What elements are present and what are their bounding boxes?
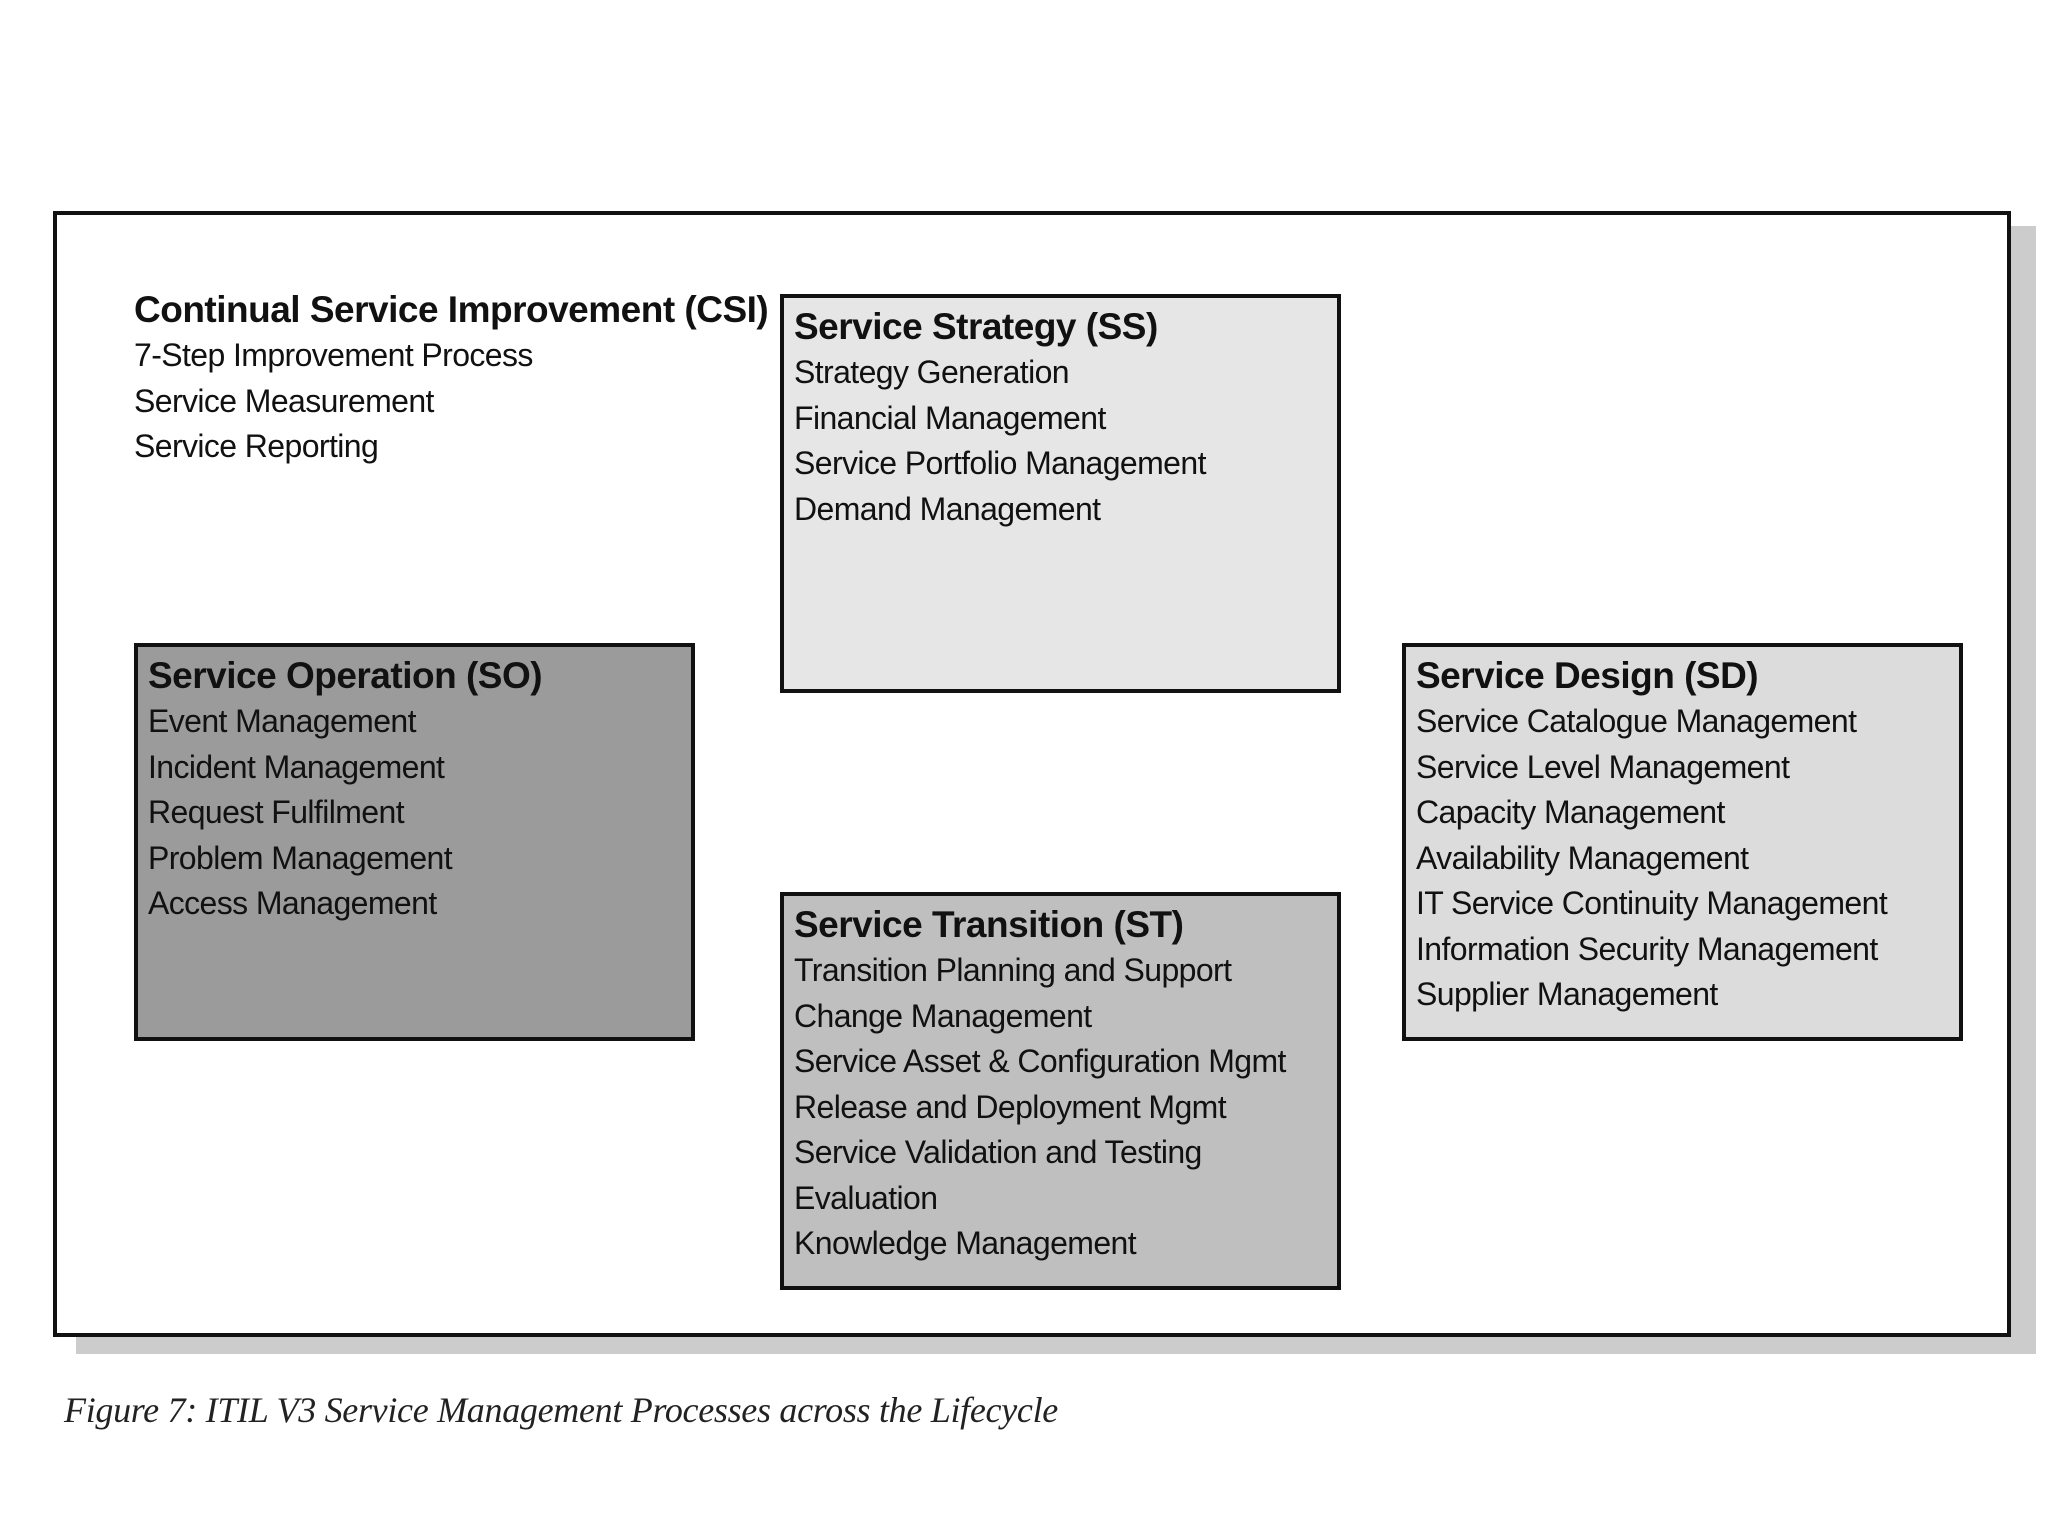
group-so [134,643,695,1041]
process-item: Service Portfolio Management [794,445,1206,481]
process-item: Demand Management [794,490,1101,527]
group-title: Service Operation (SO) [148,655,543,696]
process-item: Supplier Management [1416,976,1718,1012]
group-title: Service Strategy (SS) [794,306,1158,347]
process-item: Service Validation and Testing [794,1134,1202,1170]
group-sd [1402,643,1963,1041]
process-item: Transition Planning and Support [794,952,1232,988]
process-item: Service Asset & Configuration Mgmt [794,1043,1286,1079]
group-items [794,948,1327,1267]
process-item: Service Catalogue Management [1416,703,1857,739]
group-ss [780,294,1341,693]
process-item: Strategy Generation [794,354,1069,390]
figure-caption: Figure 7: ITIL V3 Service Management Processes across the Lifecycle [64,1390,1058,1430]
process-item: Availability Management [1416,839,1749,876]
process-item: Knowledge Management [794,1225,1137,1261]
group-st [780,892,1341,1290]
process-item: Event Management [148,703,416,739]
group-csi [124,287,769,476]
group-items [148,699,681,927]
process-item: Information Security Management [1416,930,1878,967]
process-item: Problem Management [148,839,453,876]
process-item: 7-Step Improvement Process [134,337,533,373]
group-items [1416,699,1949,1018]
process-item: Capacity Management [1416,794,1725,830]
group-title: Continual Service Improvement (CSI) [134,289,769,330]
process-item: Release and Deployment Mgmt [794,1088,1227,1125]
process-item: Financial Management [794,399,1106,436]
process-item: Change Management [794,997,1092,1034]
group-items [134,333,694,470]
group-title: Service Design (SD) [1416,655,1759,696]
process-item: Incident Management [148,748,445,785]
process-item: Service Measurement [134,382,434,419]
process-item: IT Service Continuity Management [1416,885,1888,921]
group-title: Service Transition (ST) [794,904,1184,945]
process-item: Service Reporting [134,428,379,464]
process-item: Request Fulfilment [148,794,404,830]
process-item: Evaluation [794,1179,938,1216]
process-item: Access Management [148,885,437,921]
process-item: Service Level Management [1416,748,1790,785]
group-items [794,350,1327,532]
